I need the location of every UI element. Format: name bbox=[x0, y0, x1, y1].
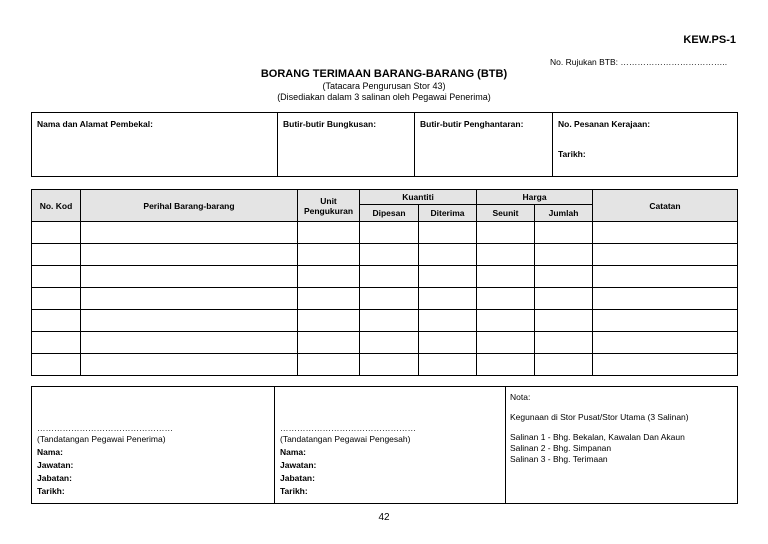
table-cell[interactable] bbox=[477, 222, 535, 244]
table-cell[interactable] bbox=[32, 288, 81, 310]
table-cell[interactable] bbox=[81, 354, 298, 376]
table-cell[interactable] bbox=[81, 332, 298, 354]
table-cell[interactable] bbox=[535, 244, 593, 266]
form-subtitle-copies: (Disediakan dalam 3 salinan oleh Pegawai Penerima) bbox=[277, 92, 491, 102]
table-cell[interactable] bbox=[32, 354, 81, 376]
table-cell[interactable] bbox=[419, 222, 477, 244]
header-notes: Catatan bbox=[593, 190, 738, 222]
table-cell[interactable] bbox=[535, 332, 593, 354]
header-total: Jumlah bbox=[535, 205, 593, 222]
receiver-position-label: Jawatan: bbox=[37, 460, 74, 470]
table-cell[interactable] bbox=[593, 354, 738, 376]
reference-number: No. Rujukan BTB: ……………………………….. bbox=[550, 57, 728, 67]
header-item: Perihal Barang-barang bbox=[81, 190, 298, 222]
receiver-department-label: Jabatan: bbox=[37, 473, 72, 483]
table-cell[interactable] bbox=[360, 244, 419, 266]
note-copy-1: Salinan 1 - Bhg. Bekalan, Kawalan Dan Akaun bbox=[510, 432, 685, 442]
table-cell[interactable] bbox=[477, 332, 535, 354]
table-cell[interactable] bbox=[360, 266, 419, 288]
table-cell[interactable] bbox=[360, 332, 419, 354]
receiver-signature-block[interactable] bbox=[32, 387, 275, 504]
table-row bbox=[32, 222, 738, 244]
table-cell[interactable] bbox=[360, 354, 419, 376]
receiver-name-label: Nama: bbox=[37, 447, 63, 457]
table-cell[interactable] bbox=[81, 310, 298, 332]
table-cell[interactable] bbox=[593, 310, 738, 332]
note-block bbox=[506, 387, 738, 504]
table-cell[interactable] bbox=[360, 222, 419, 244]
table-cell[interactable] bbox=[535, 310, 593, 332]
table-row bbox=[32, 266, 738, 288]
table-cell[interactable] bbox=[593, 332, 738, 354]
table-cell[interactable] bbox=[298, 244, 360, 266]
table-cell[interactable] bbox=[477, 288, 535, 310]
form-title: BORANG TERIMAAN BARANG-BARANG (BTB) bbox=[260, 68, 508, 80]
header-price: Harga bbox=[477, 190, 593, 205]
form-code: KEW.PS-1 bbox=[683, 34, 736, 46]
table-cell[interactable] bbox=[477, 354, 535, 376]
table-cell[interactable] bbox=[535, 266, 593, 288]
note-copy-3: Salinan 3 - Bhg. Terimaan bbox=[510, 454, 608, 464]
table-cell[interactable] bbox=[419, 244, 477, 266]
table-cell[interactable] bbox=[535, 222, 593, 244]
table-cell[interactable] bbox=[298, 222, 360, 244]
header-code: No. Kod bbox=[32, 190, 81, 222]
table-row bbox=[32, 332, 738, 354]
table-row bbox=[32, 310, 738, 332]
page-number: 42 bbox=[378, 512, 390, 523]
table-cell[interactable] bbox=[477, 266, 535, 288]
header-received: Diterima bbox=[419, 205, 477, 222]
table-cell[interactable] bbox=[593, 222, 738, 244]
table-cell[interactable] bbox=[419, 354, 477, 376]
table-cell[interactable] bbox=[535, 354, 593, 376]
table-cell[interactable] bbox=[298, 288, 360, 310]
table-cell[interactable] bbox=[81, 266, 298, 288]
header-unit-price: Seunit bbox=[477, 205, 535, 222]
header-quantity: Kuantiti bbox=[360, 190, 477, 205]
receiver-date-label: Tarikh: bbox=[37, 486, 65, 496]
table-cell[interactable] bbox=[32, 222, 81, 244]
table-cell[interactable] bbox=[535, 288, 593, 310]
table-cell[interactable] bbox=[419, 310, 477, 332]
approver-name-label: Nama: bbox=[280, 447, 306, 457]
table-cell[interactable] bbox=[593, 266, 738, 288]
approver-signature-line: ………………………………………… bbox=[280, 423, 416, 433]
supplier-info-table bbox=[31, 112, 738, 177]
note-usage: Kegunaan di Stor Pusat/Stor Utama (3 Salinan) bbox=[510, 412, 689, 422]
approver-signature-block[interactable] bbox=[275, 387, 506, 504]
table-cell[interactable] bbox=[298, 354, 360, 376]
table-row bbox=[32, 354, 738, 376]
table-cell[interactable] bbox=[419, 288, 477, 310]
approver-position-label: Jawatan: bbox=[280, 460, 317, 470]
table-cell[interactable] bbox=[32, 266, 81, 288]
header-ordered: Dipesan bbox=[360, 205, 419, 222]
form-subtitle-procedure: (Tatacara Pengurusan Stor 43) bbox=[322, 81, 446, 91]
approver-date-label: Tarikh: bbox=[280, 486, 308, 496]
packaging-label: Butir-butir Bungkusan: bbox=[283, 119, 377, 129]
table-cell[interactable] bbox=[477, 310, 535, 332]
order-date-label: Tarikh: bbox=[558, 149, 586, 159]
order-number-label: No. Pesanan Kerajaan: bbox=[558, 119, 651, 129]
supplier-field[interactable] bbox=[32, 113, 278, 177]
approver-department-label: Jabatan: bbox=[280, 473, 315, 483]
table-cell[interactable] bbox=[360, 310, 419, 332]
receiver-signature-line: ………………………………………… bbox=[37, 423, 173, 433]
note-label: Nota: bbox=[510, 392, 531, 402]
table-row bbox=[32, 244, 738, 266]
header-unit: Unit Pengukuran bbox=[298, 190, 360, 222]
note-copy-2: Salinan 2 - Bhg. Simpanan bbox=[510, 443, 612, 453]
supplier-label: Nama dan Alamat Pembekal: bbox=[37, 119, 153, 129]
table-cell[interactable] bbox=[32, 310, 81, 332]
table-cell[interactable] bbox=[32, 332, 81, 354]
table-cell[interactable] bbox=[419, 266, 477, 288]
table-cell[interactable] bbox=[298, 310, 360, 332]
packaging-field[interactable] bbox=[278, 113, 415, 177]
signature-table bbox=[31, 386, 738, 504]
table-cell[interactable] bbox=[360, 288, 419, 310]
receiver-caption: (Tandatangan Pegawai Penerima) bbox=[37, 434, 166, 444]
table-cell[interactable] bbox=[419, 332, 477, 354]
table-cell[interactable] bbox=[81, 288, 298, 310]
delivery-field[interactable] bbox=[415, 113, 553, 177]
table-cell[interactable] bbox=[81, 244, 298, 266]
table-cell[interactable] bbox=[477, 244, 535, 266]
table-cell[interactable] bbox=[32, 244, 81, 266]
table-cell[interactable] bbox=[298, 266, 360, 288]
delivery-label: Butir-butir Penghantaran: bbox=[420, 119, 524, 129]
goods-table bbox=[31, 189, 738, 376]
table-cell[interactable] bbox=[593, 288, 738, 310]
table-cell[interactable] bbox=[298, 332, 360, 354]
order-field[interactable] bbox=[553, 113, 738, 177]
table-cell[interactable] bbox=[593, 244, 738, 266]
table-cell[interactable] bbox=[81, 222, 298, 244]
approver-caption: (Tandatangan Pegawai Pengesah) bbox=[280, 434, 411, 444]
table-row bbox=[32, 288, 738, 310]
